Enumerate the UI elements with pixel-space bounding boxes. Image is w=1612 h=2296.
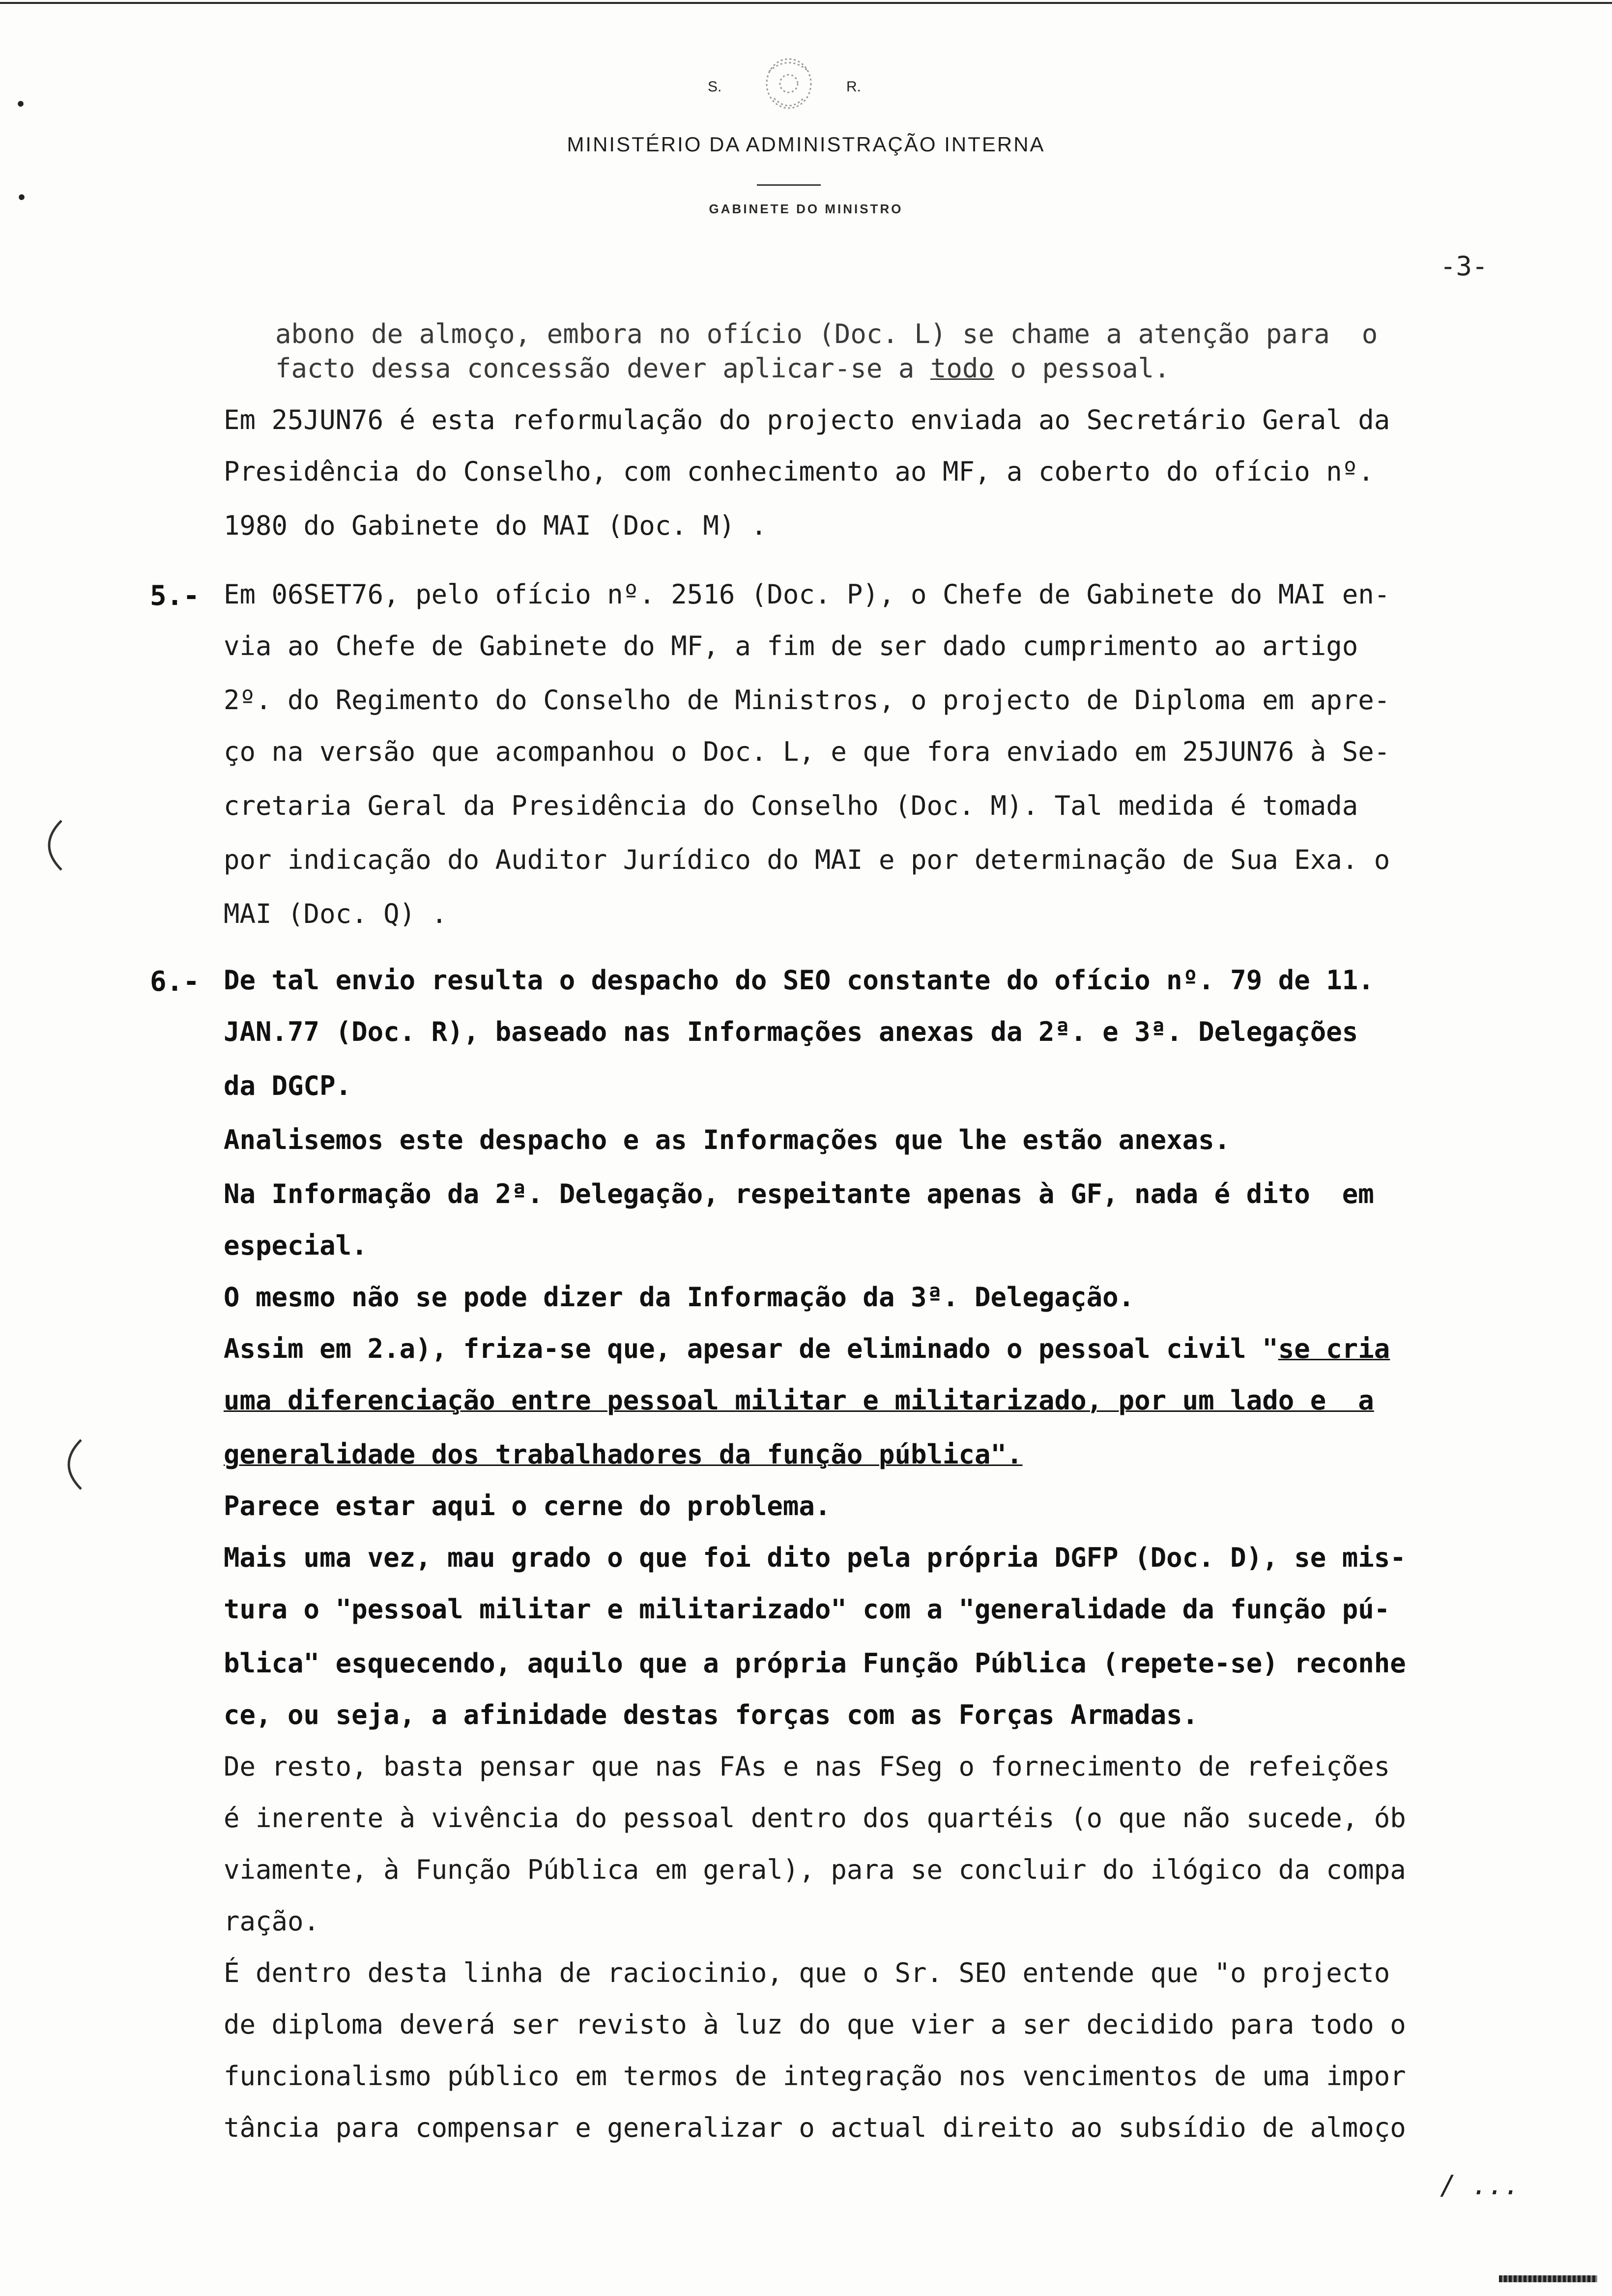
text-line: Assim em 2.a), friza-se que, apesar de eliminado o pessoal civil "se cria [224,1333,1390,1364]
text-line: via ao Chefe de Gabinete do MF, a fim de ser dado cumprimento ao artigo [224,631,1358,661]
text-line: Em 06SET76, pelo ofício nº. 2516 (Doc. P), o Chefe de Gabinete do MAI en- [224,579,1390,610]
text-line: cretaria Geral da Presidência do Conselho (Doc. M). Tal medida é tomada [224,790,1358,821]
paragraph-number: 5.- [150,580,200,612]
text-line: tância para compensar e generalizar o actual direito ao subsídio de almoço [224,2112,1406,2143]
text-line: MAI (Doc. Q) . [224,898,448,929]
text-line: Mais uma vez, mau grado o que foi dito pela própria DGFP (Doc. D), se mis- [224,1542,1406,1573]
text-line: funcionalismo público em termos de integração nos vencimentos de uma impor [224,2061,1406,2092]
page-number: -3- [1440,251,1488,282]
text-line: abono de almoço, embora no ofício (Doc. L) se chame a atenção para o [275,318,1378,349]
text-line: é inerente à vivência do pessoal dentro dos quartéis (o que não sucede, ób [224,1803,1406,1834]
text-line: Em 25JUN76 é esta reformulação do projecto enviada ao Secretário Geral da [224,404,1390,435]
text-line: facto dessa concessão dever aplicar-se a todo o pessoal. [275,353,1170,384]
text-line-underlined: generalidade dos trabalhadores da função pública". [224,1439,1023,1470]
seal-right-letter: R. [846,79,861,95]
cabinet-subtitle: GABINETE DO MINISTRO [709,201,903,216]
text-line: blica" esquecendo, aquilo que a própria Função Pública (repete-se) reconhe [224,1648,1406,1679]
coat-of-arms-seal [740,49,838,123]
text-line-underlined: uma diferenciação entre pessoal militar e militarizado, por um lado e a [224,1385,1374,1416]
text-line: ração. [224,1906,320,1937]
text-line: Na Informação da 2ª. Delegação, respeitante apenas à GF, nada é dito em [224,1178,1374,1209]
margin-arc [47,1435,91,1494]
text-line: da DGCP. [224,1070,352,1101]
text-line: Presidência do Conselho, com conhecimento ao MF, a coberto do ofício nº. [224,456,1374,487]
text-line: por indicação do Auditor Jurídico do MAI e por determinação de Sua Exa. o [224,844,1390,875]
paragraph-number: 6.- [150,966,200,998]
top-border [0,2,1612,4]
text-line: viamente, à Função Pública em geral), para se concluir do ilógico da compa [224,1854,1406,1885]
margin-mark: • [15,93,27,116]
text-line: tura o "pessoal militar e militarizado" com a "generalidade da função pú- [224,1594,1390,1625]
margin-arc [27,816,71,875]
text-line: ce, ou seja, a afinidade destas forças com as Forças Armadas. [224,1699,1199,1730]
text-line: De resto, basta pensar que nas FAs e nas FSeg o fornecimento de refeições [224,1751,1390,1782]
text-line: É dentro desta linha de raciocinio, que o Sr. SEO entende que "o projecto [224,1957,1390,1988]
ministry-title: MINISTÉRIO DA ADMINISTRAÇÃO INTERNA [567,133,1045,156]
text-line: De tal envio resulta o despacho do SEO constante do ofício nº. 79 de 11. [224,965,1374,996]
text-line: Analisemos este despacho e as Informações que lhe estão anexas. [224,1124,1231,1155]
text-line: ço na versão que acompanhou o Doc. L, e que fora enviado em 25JUN76 à Se- [224,736,1390,767]
text-line: 2º. do Regimento do Conselho de Ministros, o projecto de Diploma em apre- [224,685,1390,716]
text-line: JAN.77 (Doc. R), baseado nas Informações anexas da 2ª. e 3ª. Delegações [224,1016,1358,1047]
continuation-mark: / ... [1440,2170,1520,2201]
scan-smudge [1499,2275,1597,2282]
text-line: Parece estar aqui o cerne do problema. [224,1491,831,1521]
text-line: O mesmo não se pode dizer da Informação da 3ª. Delegação. [224,1282,1135,1313]
margin-mark: • [16,187,28,209]
ministry-divider [757,184,821,186]
text-line: 1980 do Gabinete do MAI (Doc. M) . [224,510,767,541]
text-line: de diploma deverá ser revisto à luz do que vier a ser decidido para todo o [224,2009,1406,2040]
text-line: especial. [224,1230,368,1261]
seal-left-letter: S. [708,79,722,95]
